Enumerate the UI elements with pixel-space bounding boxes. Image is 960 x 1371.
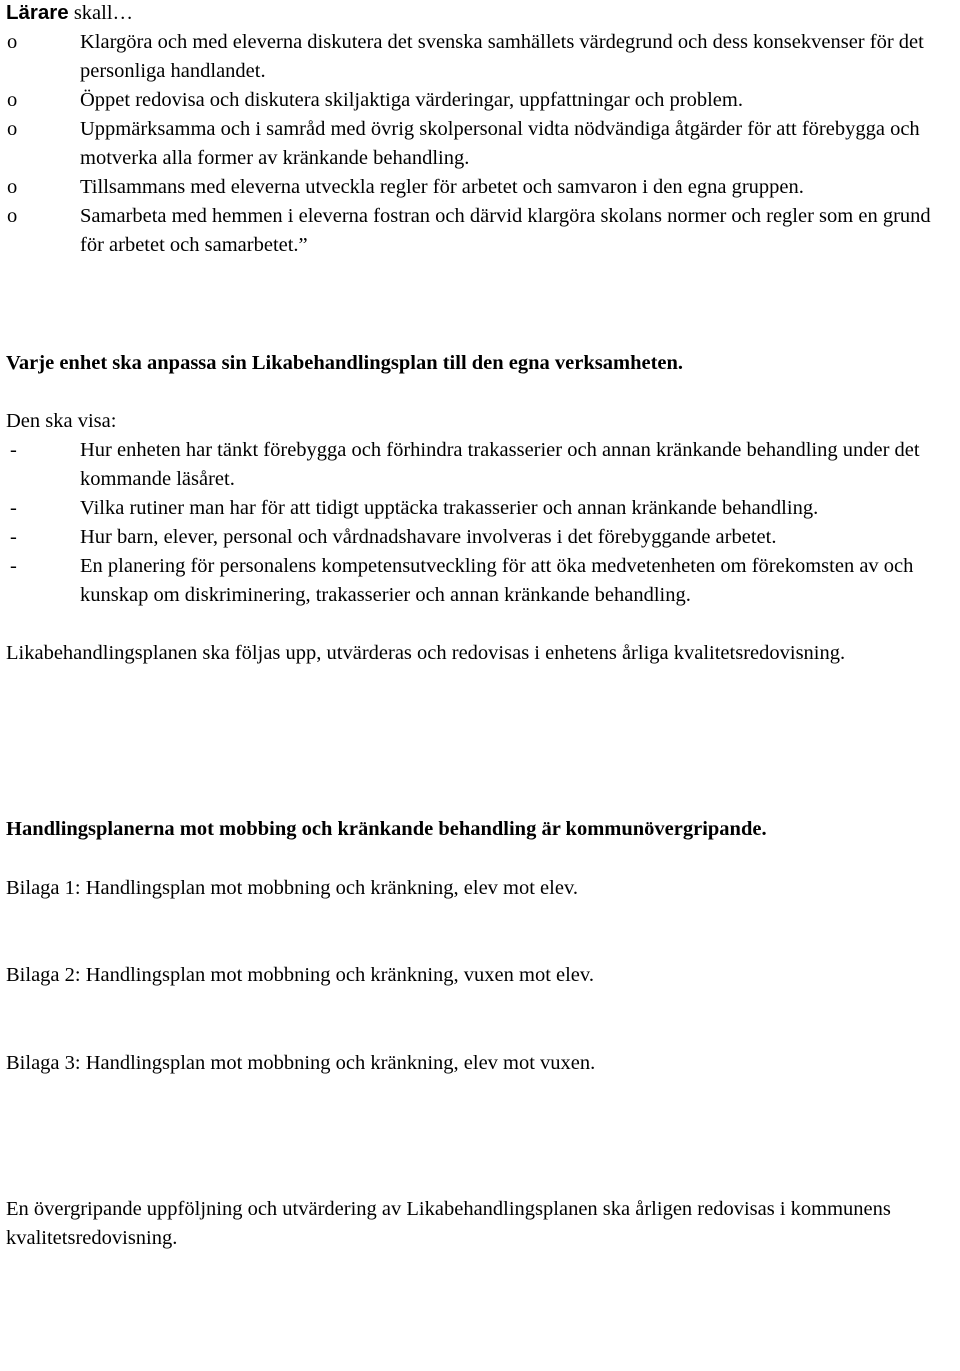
followup-paragraph: Likabehandlingsplanen ska följas upp, utvärderas och redovisas i enhetens årliga kvalitetsredovisning.: [6, 642, 846, 664]
list-item-text: Klargöra och med eleverna diskutera det svenska samhällets värdegrund och dess konsekvenser för det personliga handlandet.: [80, 31, 924, 82]
list-item: [6, 28, 956, 86]
closing-paragraph: En övergripande uppföljning och utvärdering av Likabehandlingsplanen ska årligen redovisas i kommunens kvalitetsredovisning.: [6, 1198, 891, 1249]
document-page: [6, 0, 956, 1253]
appendix-3: Bilaga 3: Handlingsplan mot mobbning och kränkning, elev mot vuxen.: [6, 1052, 596, 1074]
list-item-text: Samarbeta med hemmen i eleverna fostran och därvid klargöra skolans normer och regler som en grund för arbetet och samarbetet.”: [80, 205, 931, 256]
intro-rest: skall…: [68, 2, 134, 24]
plans-heading: Handlingsplanerna mot mobbing och kränkande behandling är kommunövergripande.: [6, 818, 767, 840]
list-item-text: Uppmärksamma och i samråd med övrig skolpersonal vidta nödvändiga åtgärder för att förebygga och motverka alla former av kränkande behandling.: [80, 118, 920, 169]
list-item: [6, 494, 956, 523]
intro-bold: Lärare: [6, 1, 69, 24]
list-item: [6, 436, 956, 494]
appendix-1: Bilaga 1: Handlingsplan mot mobbning och kränkning, elev mot elev.: [6, 877, 578, 899]
plan-contents-list: [6, 436, 956, 610]
list-item-text: Tillsammans med eleverna utveckla regler för arbetet och samvaron i den egna gruppen.: [80, 176, 804, 198]
intro-line: [6, 0, 956, 28]
list-item-text: Öppet redovisa och diskutera skiljaktiga värderingar, uppfattningar och problem.: [80, 89, 743, 111]
dash-marker: -: [10, 526, 17, 548]
bullet-marker: o: [7, 89, 18, 111]
list-item: [6, 523, 956, 552]
teacher-duties-list: [6, 28, 956, 260]
list-item: [6, 552, 956, 610]
dash-marker: -: [10, 497, 17, 519]
list-item-text: En planering för personalens kompetensutveckling för att öka medvetenheten om förekomsten av och kunskap om diskriminering, trakasserier och annan kränkande behandling.: [80, 555, 914, 606]
show-intro: Den ska visa:: [6, 410, 117, 432]
list-item-text: Vilka rutiner man har för att tidigt upptäcka trakasserier och annan kränkande behandling.: [80, 497, 819, 519]
bullet-marker: o: [7, 205, 18, 227]
bullet-marker: o: [7, 176, 18, 198]
dash-marker: -: [10, 555, 17, 577]
list-item: [6, 86, 956, 115]
list-item: [6, 202, 956, 260]
list-item: [6, 173, 956, 202]
appendix-2: Bilaga 2: Handlingsplan mot mobbning och kränkning, vuxen mot elev.: [6, 964, 594, 986]
list-item-text: Hur barn, elever, personal och vårdnadshavare involveras i det förebyggande arbetet.: [80, 526, 777, 548]
list-item: [6, 115, 956, 173]
bullet-marker: o: [7, 31, 18, 53]
list-item-text: Hur enheten har tänkt förebygga och förhindra trakasserier och annan kränkande behandling under det kommande läsåret.: [80, 439, 920, 490]
bullet-marker: o: [7, 118, 18, 140]
unit-heading: Varje enhet ska anpassa sin Likabehandlingsplan till den egna verksamheten.: [6, 352, 684, 374]
dash-marker: -: [10, 439, 17, 461]
